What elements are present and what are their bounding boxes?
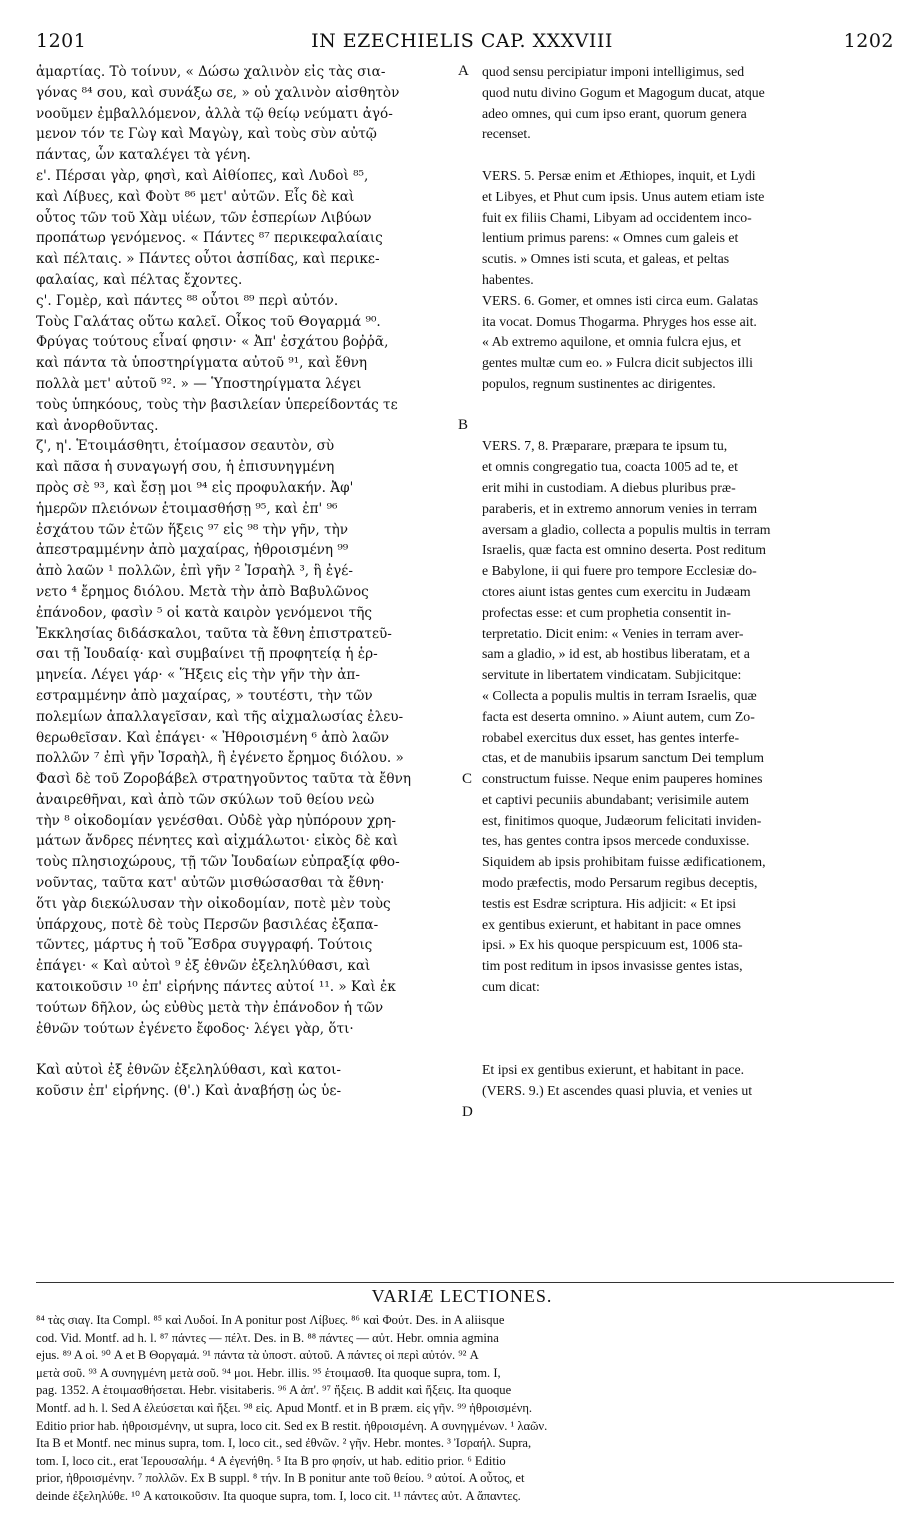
latin-text-line: ex gentibus exierunt, et habitant in pace omnes (482, 916, 741, 932)
greek-text-line: πολλῶν ⁷ ἐπὶ γῆν Ἰσραὴλ, ἣ ἐγένετο ἔρημος διόλου. » (36, 750, 404, 767)
greek-text-line: πολλὰ μετ' αὐτοῦ ⁹². » — Ὑποστηρίγματα λέγει (36, 375, 362, 392)
latin-text-line: testis est Esdræ scriptura. His adjicit: « Et ipsi (482, 895, 737, 911)
margin-letter-c: C (462, 771, 473, 787)
running-header (30, 30, 894, 56)
greek-text-line: Φρύγας τούτους εἶναί φησιν· « Ἀπ' ἐσχάτου βοῤῥᾶ, (36, 334, 389, 351)
latin-text-line: constructum fuisse. Neque enim pauperes homines (482, 771, 763, 787)
greek-text-line: καὶ πᾶσα ἡ συναγωγή σου, ἡ ἐπισυνηγμένη (36, 459, 335, 476)
latin-text-line (482, 416, 894, 437)
greek-text-line: ἐσχάτου τῶν ἐτῶν ἥξεις ⁹⁷ εἰς ⁹⁸ τὴν γῆν, τὴν (36, 521, 348, 538)
greek-text-line: ἁμαρτίας. Τὸ τοίνυν, « Δώσω χαλινὸν εἰς τὰς σια- (36, 64, 386, 80)
variae-lectiones-notes (36, 1312, 896, 1506)
variant-note-line: ⁸⁴ τὰς σιαγ. Ita Compl. ⁸⁵ καὶ Λυδοί. In A ponitur post Λίβυες. ⁸⁶ καὶ Φούτ. Des. in A aliisque (36, 1313, 505, 1327)
greek-text-line: Φασὶ δὲ τοῦ Ζοροβάβελ στρατηγοῦντος ταῦτα τὰ ἔθνη (36, 771, 412, 788)
greek-text-line: ς'. Γομὲρ, καὶ πάντες ⁸⁸ οὗτοι ⁸⁹ περὶ αὐτόν. (36, 292, 339, 309)
latin-text-line: robabel exercitus dux esset, has gentes interfe- (482, 729, 740, 745)
latin-text-line: scutis. » Omnes isti scuta, et galeas, et peltas (482, 251, 730, 267)
latin-text-line: erit mihi in custodiam. A diebus pluribus præ- (482, 479, 736, 495)
latin-text-line (482, 145, 894, 166)
margin-letter-d: D (462, 1104, 473, 1120)
latin-text-line: ita vocat. Domus Thogarma. Phryges hos esse ait. (482, 313, 757, 329)
greek-text-line: φαλαίας, καὶ πέλτας ἔχοντες. (36, 271, 243, 288)
latin-text-line: Et ipsi ex gentibus exierunt, et habitant in pace. (482, 1062, 745, 1078)
latin-text-line: « Ab extremo aquilone, et omnia fulcra ejus, et (482, 334, 741, 350)
greek-text-line: πάντας, ὧν καταλέγει τὰ γένη. (36, 147, 251, 164)
latin-text-line: modo præfectis, modo Persarum regibus deceptis, (482, 875, 758, 891)
greek-text-line: μενον τόν τε Γὼγ καὶ Μαγὼγ, καὶ τοὺς σὺν αὐτῷ (36, 126, 377, 143)
variae-lectiones-title: VARIÆ LECTIONES. (371, 1286, 553, 1306)
greek-text-line: εστραμμένην ἀπὸ μαχαίρας, » τουτέστι, τὴν τῶν (36, 687, 373, 704)
latin-column (482, 62, 894, 1102)
latin-text-line: fuit ex filiis Chami, Libyam ad occidentem inco- (482, 209, 752, 225)
latin-text-line: servitute in libertatem vindicatam. Subjicitque: (482, 667, 742, 683)
greek-text-line: νοῦντας, ταῦτα κατ' αὐτῶν μισθώσασθαι τὰ ἔθνη· (36, 875, 385, 892)
greek-text-line: θερωθεῖσαν. Καὶ ἐπάγει· « Ἠθροισμένη ⁶ ἀπὸ λαῶν (36, 729, 390, 746)
greek-text-line: τῶντες, μάρτυς ἡ τοῦ Ἔσδρα συγγραφή. Τούτοις (36, 937, 373, 954)
margin-letter-a: A (458, 63, 469, 79)
latin-text-line: ctas, et de manubiis ipsarum sanctum Dei templum (482, 750, 765, 766)
latin-text-line: aversam a gladio, collecta a populis multis in terram (482, 521, 771, 537)
latin-text-line: ipsi. » Ex his quoque perspicuum est, 1006 sta- (482, 937, 743, 953)
page-number-right: 1202 (843, 30, 894, 52)
greek-text-line: ἐπάγει· « Καὶ αὐτοὶ ⁹ ἐξ ἐθνῶν ἐξεληλύθασι, καὶ (36, 958, 371, 975)
variant-note-line: Editio prior hab. ἠθροισμένην, ut supra, loco cit. Sed ex B restit. ἠθροισμένη. A συνηγμένων. ¹ λαῶν. (36, 1418, 548, 1433)
latin-text-line: profectas esse: et cum prophetia consentit in- (482, 604, 732, 620)
variant-note-line: cod. Vid. Montf. ad h. l. ⁸⁷ πάντες — πέλτ. Des. in B. ⁸⁸ πάντες — αὐτ. Hebr. omnia agmina (36, 1330, 499, 1345)
greek-text-line: νοοῦμεν ἐμβαλλόμενον, ἀλλὰ τῷ θείῳ νεύματι ἀγό- (36, 105, 393, 122)
latin-text-line (482, 1019, 894, 1040)
variant-note-line: Montf. ad h. l. Sed A ἐλεύσεται καὶ ἥξει. ⁹⁸ εἰς. Apud Montf. et in B præm. εἰς γῆν. ⁹⁹ ἠθροισμένη. (36, 1400, 533, 1415)
latin-text-line: est, finitimos quoque, Judæorum felicitati inviden- (482, 812, 762, 828)
greek-text-line: τούτων δῆλον, ὡς εὐθὺς μετὰ τὴν ἐπάνοδον ἡ τῶν (36, 999, 384, 1016)
latin-text-line: gentes multæ cum eo. » Fulcra dicit subjectos illi (482, 355, 753, 371)
variant-note-line: prior, ἠθροισμένην. ⁷ πολλῶν. Ex B suppl. ⁸ τήν. In B ponitur ante τοῦ θείου. ⁹ αὐτοί. A οὗτος, et (36, 1471, 525, 1486)
greek-text-line: ὅτι γὰρ διεκώλυσαν τὴν οἰκοδομίαν, ποτὲ μὲν τοὺς (36, 895, 391, 912)
latin-text-line (482, 395, 894, 416)
greek-column (36, 62, 456, 1102)
greek-text-line: καὶ πέλταις. » Πάντες οὗτοι ἀσπίδας, καὶ περικε- (36, 251, 380, 268)
latin-text-line (482, 998, 894, 1019)
latin-text-line: lentium primus parens: « Omnes cum galeis et (482, 230, 739, 246)
latin-text-line: Israelis, quæ facta est omnino deserta. Post reditum (482, 542, 766, 558)
latin-text-line: adeo omnes, qui cum ipso erant, quorum genera (482, 105, 747, 121)
page-number-left: 1201 (36, 30, 87, 52)
greek-text-line: Ἐκκλησίας διδάσκαλοι, ταῦτα τὰ ἔθνη ἐπιστρατεῦ- (36, 625, 392, 642)
latin-text-line: habentes. (482, 271, 534, 287)
greek-text-line: κατοικοῦσιν ¹⁰ ἐπ' εἰρήνης πάντες αὐτοί ¹¹. » Καὶ ἐκ (36, 979, 396, 996)
latin-text-line: et omnis congregatio tua, coacta 1005 ad te, et (482, 459, 738, 475)
latin-text-line: quod sensu percipiatur imponi intelligimus, sed (482, 64, 745, 79)
variant-note-line: μετὰ σοῦ. ⁹³ A συνηγμένη μετὰ σοῦ. ⁹⁴ μοι. Hebr. illis. ⁹⁵ ἑτοιμασθ. Ita quoque supra, tom. I, (36, 1365, 501, 1380)
latin-text-line: VERS. 5. Persæ enim et Æthiopes, inquit, et Lydi (482, 167, 756, 183)
latin-text-line: (VERS. 9.) Et ascendes quasi pluvia, et venies ut (482, 1083, 753, 1099)
latin-text-line: terpretatio. Dicit enim: « Venies in terram aver- (482, 625, 744, 641)
greek-text-line: τοὺς πλησιοχώρους, τῇ τῶν Ἰουδαίων εὐπραξίᾳ φθο- (36, 854, 400, 871)
greek-text-line: ἐπάνοδον, φασὶν ⁵ οἱ κατὰ καιρὸν γενόμενοι τῆς (36, 604, 372, 621)
latin-text-line: ctores aiunt istas gentes cum exercitu in Judæam (482, 583, 751, 599)
greek-text-line: σαι τῇ Ἰουδαίᾳ· καὶ συμβαίνει τῇ προφητείᾳ ἡ ἑρ- (36, 646, 378, 663)
latin-text-line: cum dicat: (482, 979, 540, 995)
greek-text-line: καὶ ἀνορθοῦντας. (36, 417, 159, 434)
greek-text-line: οὗτος τῶν τοῦ Χὰμ υἱέων, τῶν ἑσπερίων Λιβύων (36, 209, 372, 226)
latin-text-line: facta est deserta omnino. » Aiunt autem, cum Zo- (482, 708, 755, 724)
greek-text-line: ἀπεστραμμένην ἀπὸ μαχαίρας, ἠθροισμένη ⁹⁹ (36, 542, 349, 559)
greek-text-line: ἐθνῶν τούτων ἐγένετο ἔφοδος· λέγει γὰρ, ὅτι· (36, 1020, 354, 1037)
latin-text-line: paraberis, et in extremo annorum venies in terram (482, 500, 758, 516)
greek-text-line: καὶ πάντα τὰ ὑποστηρίγματα αὐτοῦ ⁹¹, καὶ ἔθνη (36, 355, 368, 372)
variant-note-line: deinde ἐξεληλύθε. ¹⁰ A κατοικοῦσιν. Ita quoque supra, tom. I, loco cit. ¹¹ πάντες αὐτ. A ἅπαντες. (36, 1488, 521, 1503)
latin-text-line: e Babylone, ii qui fuere pro tempore Ecclesiæ do- (482, 563, 757, 579)
latin-text-line: sam a gladio, » id est, ab hostibus liberatam, et a (482, 646, 750, 662)
greek-text-line: τοὺς ὑπηκόους, τοὺς τὴν βασιλείαν ὑπερείδοντάς τε (36, 396, 398, 413)
greek-text-line: μάτων ἄνδρες πένητες καὶ αἰχμάλωτοι· εἰκὸς δὲ καὶ (36, 833, 398, 850)
latin-text-line (482, 1039, 894, 1060)
greek-text-line (36, 1039, 456, 1060)
greek-text-line: ε'. Πέρσαι γὰρ, φησὶ, καὶ Αἰθίοπες, καὶ Λυδοὶ ⁸⁵, (36, 167, 369, 184)
greek-text-line: πολεμίων ἀπαλλαγεῖσαν, καὶ τῆς αἰχμαλωσίας ἐλευ- (36, 708, 404, 725)
greek-text-line: ἡμερῶν πλειόνων ἑτοιμασθήσῃ ⁹⁵, καὶ ἐπ' ⁹⁶ (36, 500, 338, 517)
variant-note-line: Ita B et Montf. nec minus supra, tom. I, loco cit., sed ἐθνῶν. ² γῆν. Hebr. montes. ³ Ἰσραήλ. Supra, (36, 1436, 532, 1451)
greek-text-line: τὴν ⁸ οἰκοδομίαν γενέσθαι. Οὐδὲ γὰρ ηὐπόρουν χρη- (36, 812, 396, 829)
latin-text-line: tes, has gentes contra ipsos mercede conduxisse. (482, 833, 750, 849)
greek-text-line: γόνας ⁸⁴ σου, καὶ συνάξω σε, » οὐ χαλινὸν αἰσθητὸν (36, 84, 400, 101)
greek-text-line: κοῦσιν ἐπ' εἰρήνης. (θ'.) Καὶ ἀναβήσῃ ὡς ὑε- (36, 1083, 342, 1100)
variant-note-line: tom. I, loco cit., erat Ἱερουσαλήμ. ⁴ A ἐγενήθη. ⁵ Ita B pro φησίν, ut hab. editio prior. ⁶ Editio (36, 1453, 506, 1468)
latin-text-line: recenset. (482, 126, 531, 142)
latin-text-line: « Collecta a populis multis in terram Israelis, quæ (482, 687, 757, 703)
greek-text-line: ἀναιρεθῆναι, καὶ ἀπὸ τῶν σκύλων τοῦ θείου νεὼ (36, 791, 375, 808)
greek-text-line: προπάτωρ γενόμενος. « Πάντες ⁸⁷ περικεφαλαίαις (36, 230, 383, 247)
variant-note-line: ejus. ⁸⁹ A οἱ. ⁹⁰ A et B Θοργαμά. ⁹¹ πάντα τὰ ὑποστ. αὐτοῦ. A πάντες οἱ περὶ αὐτόν. ⁹² A (36, 1348, 479, 1363)
latin-text-line: VERS. 6. Gomer, et omnes isti circa eum. Galatas (482, 292, 759, 308)
latin-text-line: et captivi pecuniis abundabant; verisimile autem (482, 791, 750, 807)
greek-text-line: πρὸς σὲ ⁹³, καὶ ἔσῃ μοι ⁹⁴ εἰς προφυλακήν. Ἀφ' (36, 479, 354, 496)
latin-text-line: VERS. 7, 8. Præparare, præpara te ipsum tu, (482, 438, 728, 454)
greek-text-line: νετο ⁴ ἔρημος διόλου. Μετὰ τὴν ἀπὸ Βαβυλῶνος (36, 583, 369, 600)
latin-text-line: quod nutu divino Gogum et Magogum ducat, atque (482, 84, 765, 100)
greek-text-line: Τοὺς Γαλάτας οὕτω καλεῖ. Οἶκος τοῦ Θογαρμά ⁹⁰. (36, 313, 381, 330)
greek-text-line: καὶ Λίβυες, καὶ Φοὺτ ⁸⁶ μετ' αὐτῶν. Εἷς δὲ καὶ (36, 188, 355, 205)
latin-text-line: populos, regnum sustinentes ac dirigentes. (482, 375, 716, 391)
greek-text-line: μηνεία. Λέγει γάρ· « Ἥξεις εἰς τὴν γῆν τὴν ἀπ- (36, 667, 360, 684)
latin-text-line: Siquidem ab ipsis prohibitam fuisse ædificationem, (482, 854, 766, 870)
running-title: IN EZECHIELIS CAP. XXXVIII (311, 30, 613, 52)
greek-text-line: Καὶ αὐτοὶ ἐξ ἐθνῶν ἐξεληλύθασι, καὶ κατοι- (36, 1062, 342, 1079)
latin-text-line: tim post reditum in ipsos invasisse gentes istas, (482, 958, 743, 974)
greek-text-line: ἀπὸ λαῶν ¹ πολλῶν, ἐπὶ γῆν ² Ἰσραὴλ ³, ἣ ἐγέ- (36, 563, 353, 580)
latin-text-line: et Libyes, et Phut cum ipsis. Unus autem etiam iste (482, 188, 765, 204)
margin-letter-b: B (458, 417, 469, 433)
divider-rule (36, 1282, 894, 1283)
variant-note-line: pag. 1352. A ἑτοιμασθήσεται. Hebr. visitaberis. ⁹⁶ A ἀπ'. ⁹⁷ ἥξεις. B addit καὶ ἥξεις. Ita quoque (36, 1383, 512, 1398)
greek-text-line: ζ', η'. Ἑτοιμάσθητι, ἑτοίμασον σεαυτὸν, σὺ (36, 438, 335, 455)
greek-text-line: ὑπάρχους, ποτὲ δὲ τοὺς Περσῶν βασιλέας ἐξαπα- (36, 916, 379, 933)
